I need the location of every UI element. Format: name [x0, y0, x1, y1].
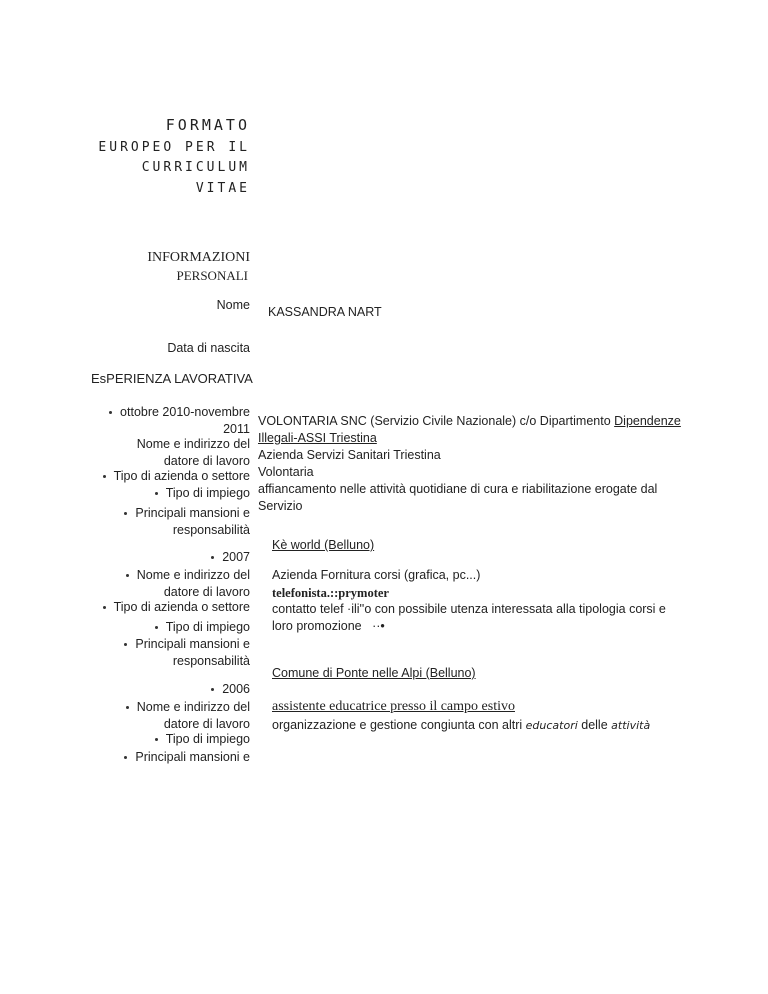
bullet-icon [211, 556, 214, 559]
bullet-icon [126, 706, 129, 709]
job2-duties-value: contatto telef ·ili''o con possibile utenza interessata alla tipologia corsi e loro promozione ··• [272, 602, 666, 633]
section-personal-line2: PERSONALI [176, 268, 248, 283]
title-line-4: VITAE [195, 181, 250, 196]
birth-label: Data di nascita [167, 341, 250, 355]
job2-sector-value: Azienda Fornitura corsi (grafica, pc...) [272, 568, 481, 582]
job2-date-label: 2007 [211, 549, 250, 566]
job3-type-value: assistente educatrice presso il campo estivo [272, 699, 515, 714]
bullet-icon [211, 688, 214, 691]
job1-employer-label: Nome e indirizzo del datore di lavoro [136, 437, 250, 468]
name-value: KASSANDRA NART [268, 305, 382, 319]
section-personal-line1: INFORMAZIONI [147, 250, 250, 265]
bullet-icon [126, 574, 129, 577]
bullet-icon [155, 492, 158, 495]
job2-employer-heading: Kè world (Belluno) [272, 538, 375, 552]
bullet-icon [109, 411, 112, 414]
job1-duties-value: affiancamento nelle attività quotidiane di cura e riabilitazione erogate dal Servizio [258, 482, 658, 513]
job3-date-label: 2006 [211, 681, 250, 698]
bullet-icon [103, 475, 106, 478]
job3-type-label: Tipo di impiego [155, 731, 250, 748]
job3-employer-label: Nome e indirizzo del datore di lavoro [126, 699, 250, 733]
bullet-icon [103, 606, 106, 609]
bullet-icon [124, 756, 127, 759]
name-label: Nome [216, 298, 250, 312]
bullet-icon [155, 626, 158, 629]
job2-type-value: telefonista.::prymoter [272, 586, 389, 600]
title-line-1: FORMATO [165, 116, 250, 134]
bullet-icon [124, 512, 127, 515]
job2-type-label: Tipo di impiego [155, 619, 250, 636]
job2-employer-label: Nome e indirizzo del datore di lavoro [126, 567, 250, 601]
job3-duties-value: organizzazione e gestione congiunta con altri educatori delle attività [272, 718, 651, 732]
job1-employer-value: VOLONTARIA SNC (Servizio Civile Nazionale) c/o Dipartimento Dipendenze Illegali-ASSI Triestina [258, 414, 681, 445]
job2-duties-label: Principali mansioni e responsabilità [124, 636, 250, 670]
job3-duties-label: Principali mansioni e [124, 749, 250, 766]
bullet-icon [124, 643, 127, 646]
title-line-2: EUROPEO PER IL [98, 140, 250, 155]
job1-type-label: Tipo di impiego [155, 485, 250, 502]
job3-employer-heading: Comune di Ponte nelle Alpi (Belluno) [272, 666, 476, 680]
job1-sector-label: Tipo di azienda o settore [103, 468, 250, 485]
section-experience: EsPERIENZA LAVORATIVA [91, 371, 253, 386]
job1-date-label: ottobre 2010-novembre 2011 [109, 404, 250, 438]
bullet-icon [155, 738, 158, 741]
job1-sector-value: Azienda Servizi Sanitari Triestina [258, 448, 441, 462]
job1-type-value: Volontaria [258, 465, 314, 479]
title-line-3: CURRICULUM [141, 160, 250, 175]
job2-sector-label: Tipo di azienda o settore [103, 599, 250, 616]
job1-duties-label: Principali mansioni e responsabilità [124, 505, 250, 539]
